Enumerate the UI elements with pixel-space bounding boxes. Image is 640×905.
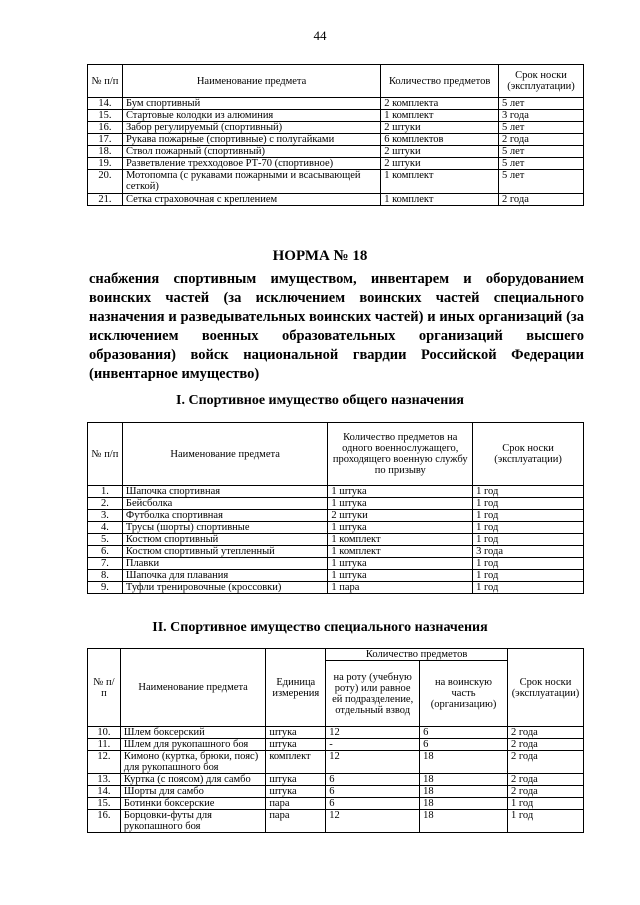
table-row [88, 122, 584, 134]
table-cell: Ботинки боксерские [120, 798, 265, 810]
table-cell: 12 [326, 810, 420, 833]
table-row [88, 510, 584, 522]
table-cell: 6 [326, 786, 420, 798]
table-row [88, 110, 584, 122]
table-cell: 2 года [499, 194, 584, 206]
table-row [88, 158, 584, 170]
table-cell: Шорты для самбо [120, 786, 265, 798]
table-cell: Футболка спортивная [122, 510, 327, 522]
table-cell: 10. [88, 727, 121, 739]
table-cell: Шлем боксерский [120, 727, 265, 739]
table-row [88, 546, 584, 558]
table-cell: Рукава пожарные (спортивные) с полугайками [122, 134, 380, 146]
table-row [88, 751, 584, 774]
table-cell: 1 комплект [381, 110, 499, 122]
table-cell: Мотопомпа (с рукавами пожарными и всасывающей сеткой) [122, 170, 380, 194]
table-cell: 1 год [473, 486, 584, 498]
table-row [88, 534, 584, 546]
table-cell: 1 штука [328, 498, 473, 510]
table-row [88, 170, 584, 194]
table-cell: 9. [88, 582, 123, 594]
table-cell: 5 лет [499, 170, 584, 194]
table-cell: 18 [420, 786, 508, 798]
col-header-qty-group: Количество предметов [326, 649, 508, 661]
table-cell: 1 год [507, 810, 583, 833]
table-row [88, 522, 584, 534]
section-1-title: I. Спортивное имущество общего назначения [176, 393, 464, 408]
table-cell: 18. [88, 146, 123, 158]
table-cell: 1 год [473, 498, 584, 510]
table-cell: штука [266, 727, 326, 739]
col-header-name: Наименование предмета [122, 423, 327, 486]
table-row [88, 739, 584, 751]
col-header-term: Срок носки (эксплуатации) [507, 649, 583, 727]
table-continued [87, 64, 584, 206]
table-cell: 5 лет [499, 122, 584, 134]
table-cell: 12 [326, 751, 420, 774]
table-cell: Кимоно (куртка, брюки, пояс) для рукопашного боя [120, 751, 265, 774]
table-row [88, 810, 584, 833]
table-row [88, 134, 584, 146]
table-cell: 6 [420, 739, 508, 751]
table-cell: 2 года [507, 786, 583, 798]
page-number: 44 [313, 28, 327, 43]
table-cell: пара [266, 810, 326, 833]
table-row [88, 798, 584, 810]
table-cell: 16. [88, 122, 123, 134]
table-row [88, 774, 584, 786]
table-cell: 1 штука [328, 558, 473, 570]
table-special-purpose [87, 648, 584, 833]
table-cell: пара [266, 798, 326, 810]
table-cell: 6. [88, 546, 123, 558]
table-row [88, 98, 584, 110]
table-cell: 18 [420, 810, 508, 833]
table-cell: 2 комплекта [381, 98, 499, 110]
table-cell: 16. [88, 810, 121, 833]
table-cell: комплект [266, 751, 326, 774]
table-cell: 4. [88, 522, 123, 534]
table-row [88, 486, 584, 498]
table-cell: 18 [420, 774, 508, 786]
table-cell: 14. [88, 98, 123, 110]
table-cell: Шлем для рукопашного боя [120, 739, 265, 751]
table-cell: - [326, 739, 420, 751]
table-cell: 1 год [507, 798, 583, 810]
col-header-name: Наименование предмета [122, 65, 380, 98]
table-cell: 3. [88, 510, 123, 522]
norm-title: НОРМА № 18 [272, 248, 368, 264]
table-cell: 2 года [507, 751, 583, 774]
table-cell: 1 комплект [328, 546, 473, 558]
table-cell: 5 лет [499, 146, 584, 158]
table-cell: 15. [88, 798, 121, 810]
table-cell: 1 комплект [381, 194, 499, 206]
table-cell: Бейсболка [122, 498, 327, 510]
table-cell: 18 [420, 751, 508, 774]
section-2-title: II. Спортивное имущество специального назначения [152, 620, 488, 635]
col-header-qty: Количество предметов [381, 65, 499, 98]
table-cell: 1 комплект [381, 170, 499, 194]
table-cell: 1 год [473, 522, 584, 534]
col-header-qty-unit: на воинскую часть (организацию) [420, 661, 508, 727]
table-cell: Шапочка для плавания [122, 570, 327, 582]
table-cell: 2 штуки [381, 158, 499, 170]
table-cell: 12 [326, 727, 420, 739]
col-header-qty: Количество предметов на одного военнослужащего, проходящего военную службу по призыву [328, 423, 473, 486]
table-cell: 14. [88, 786, 121, 798]
col-header-name: Наименование предмета [120, 649, 265, 727]
col-header-num: № п/п [88, 649, 121, 727]
table-cell: 5 лет [499, 98, 584, 110]
table-cell: Забор регулируемый (спортивный) [122, 122, 380, 134]
col-header-unit: Единица измерения [266, 649, 326, 727]
table-row [88, 786, 584, 798]
table-row [88, 727, 584, 739]
table-cell: 2 года [507, 774, 583, 786]
table-cell: 12. [88, 751, 121, 774]
col-header-term: Срок носки (эксплуатации) [499, 65, 584, 98]
table-cell: 1 год [473, 582, 584, 594]
table-cell: 1 год [473, 558, 584, 570]
table-cell: 7. [88, 558, 123, 570]
table-cell: 1. [88, 486, 123, 498]
table-cell: 2 штуки [381, 146, 499, 158]
table-row [88, 194, 584, 206]
table-row [88, 570, 584, 582]
table-cell: 3 года [473, 546, 584, 558]
table-cell: Борцовки-футы для рукопашного боя [120, 810, 265, 833]
table-cell: 21. [88, 194, 123, 206]
table-cell: 1 штука [328, 486, 473, 498]
col-header-num: № п/п [88, 65, 123, 98]
table-cell: 18 [420, 798, 508, 810]
table-cell: Плавки [122, 558, 327, 570]
table-cell: 2 штуки [328, 510, 473, 522]
norm-description: снабжения спортивным имуществом, инвентарем и оборудованием воинских частей (за исключением воинских частей специального назначения и разведывательных воинских частей) и иных организаций (за исключением военных образовательных организаций высшего образования) войск национальной гвардии Российской Федерации (инвентарное имущество) [89, 271, 584, 382]
table-cell: Ствол пожарный (спортивный) [122, 146, 380, 158]
table-cell: Костюм спортивный [122, 534, 327, 546]
table-row [88, 558, 584, 570]
table-cell: 3 года [499, 110, 584, 122]
table-cell: 15. [88, 110, 123, 122]
table-cell: штука [266, 739, 326, 751]
table-cell: 2 штуки [381, 122, 499, 134]
table-cell: Куртка (с поясом) для самбо [120, 774, 265, 786]
table-general-purpose [87, 422, 584, 594]
table-cell: 6 комплектов [381, 134, 499, 146]
table-cell: Бум спортивный [122, 98, 380, 110]
table-cell: Разветвление трехходовое РТ-70 (спортивное) [122, 158, 380, 170]
table-cell: Костюм спортивный утепленный [122, 546, 327, 558]
table-cell: Трусы (шорты) спортивные [122, 522, 327, 534]
table-cell: Сетка страховочная с креплением [122, 194, 380, 206]
table-cell: 2 года [507, 727, 583, 739]
table-cell: Туфли тренировочные (кроссовки) [122, 582, 327, 594]
table-cell: 11. [88, 739, 121, 751]
table-cell: 1 год [473, 570, 584, 582]
table-cell: 1 штука [328, 570, 473, 582]
table-cell: Стартовые колодки из алюминия [122, 110, 380, 122]
table-cell: 1 штука [328, 522, 473, 534]
table-cell: 19. [88, 158, 123, 170]
table-cell: 1 пара [328, 582, 473, 594]
table-cell: 5 лет [499, 158, 584, 170]
table-row [88, 582, 584, 594]
table-cell: 6 [420, 727, 508, 739]
table-row [88, 498, 584, 510]
col-header-num: № п/п [88, 423, 123, 486]
table-cell: 1 год [473, 510, 584, 522]
table-cell: 1 комплект [328, 534, 473, 546]
table-cell: Шапочка спортивная [122, 486, 327, 498]
table-cell: 6 [326, 774, 420, 786]
table-row [88, 146, 584, 158]
col-header-term: Срок носки (эксплуатации) [473, 423, 584, 486]
table-cell: штука [266, 774, 326, 786]
table-cell: штука [266, 786, 326, 798]
table-cell: 2. [88, 498, 123, 510]
table-cell: 8. [88, 570, 123, 582]
table-cell: 13. [88, 774, 121, 786]
col-header-qty-company: на роту (учебную роту) или равное ей подразделение, отдельный взвод [326, 661, 420, 727]
table-cell: 6 [326, 798, 420, 810]
table-cell: 2 года [507, 739, 583, 751]
table-cell: 1 год [473, 534, 584, 546]
table-cell: 17. [88, 134, 123, 146]
table-cell: 2 года [499, 134, 584, 146]
table-cell: 5. [88, 534, 123, 546]
table-cell: 20. [88, 170, 123, 194]
